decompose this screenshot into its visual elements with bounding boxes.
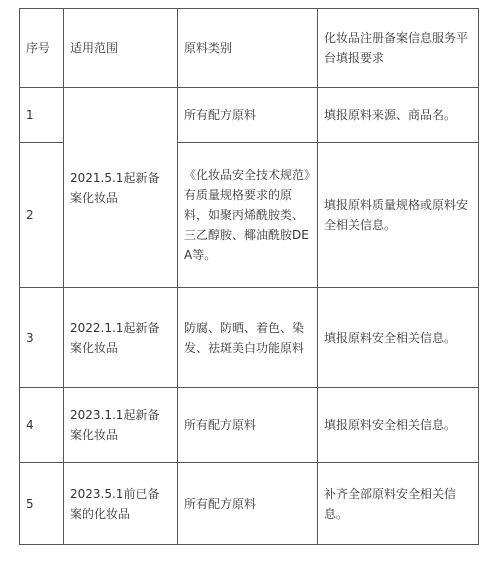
header-scope: 适用范围 [64, 9, 178, 88]
table-row [20, 463, 479, 545]
row-material-category: 《化妆品安全技术规范》有质量规格要求的原料，如聚丙烯酰胺类、三乙醇胺、椰油酰胺DEA等。 [178, 143, 318, 288]
row-serial-number: 2 [20, 143, 64, 288]
table-row [20, 88, 479, 143]
row-requirement: 补齐全部原料安全相关信息。 [318, 463, 479, 545]
header-material-category: 原料类别 [178, 9, 318, 88]
row-scope: 2023.1.1起新备案化妆品 [64, 388, 178, 463]
table-row [20, 388, 479, 463]
header-platform-requirement: 化妆品注册备案信息服务平台填报要求 [318, 9, 479, 88]
table-row [20, 288, 479, 388]
row-scope: 2023.5.1前已备案的化妆品 [64, 463, 178, 545]
row-requirement: 填报原料来源、商品名。 [318, 88, 479, 143]
row-serial-number: 3 [20, 288, 64, 388]
row-serial-number: 1 [20, 88, 64, 143]
table-header-row [20, 9, 479, 88]
row-serial-number: 4 [20, 388, 64, 463]
filing-requirements-table [19, 8, 479, 545]
row-requirement: 填报原料质量规格或原料安全相关信息。 [318, 143, 479, 288]
row-requirement: 填报原料安全相关信息。 [318, 388, 479, 463]
row-material-category: 所有配方原料 [178, 88, 318, 143]
row-material-category: 所有配方原料 [178, 388, 318, 463]
header-serial-number: 序号 [20, 9, 64, 88]
row-serial-number: 5 [20, 463, 64, 545]
row-scope: 2021.5.1起新备案化妆品 [64, 88, 178, 288]
row-scope: 2022.1.1起新备案化妆品 [64, 288, 178, 388]
row-material-category: 防腐、防晒、着色、染发、祛斑美白功能原料 [178, 288, 318, 388]
row-material-category: 所有配方原料 [178, 463, 318, 545]
row-requirement: 填报原料安全相关信息。 [318, 288, 479, 388]
